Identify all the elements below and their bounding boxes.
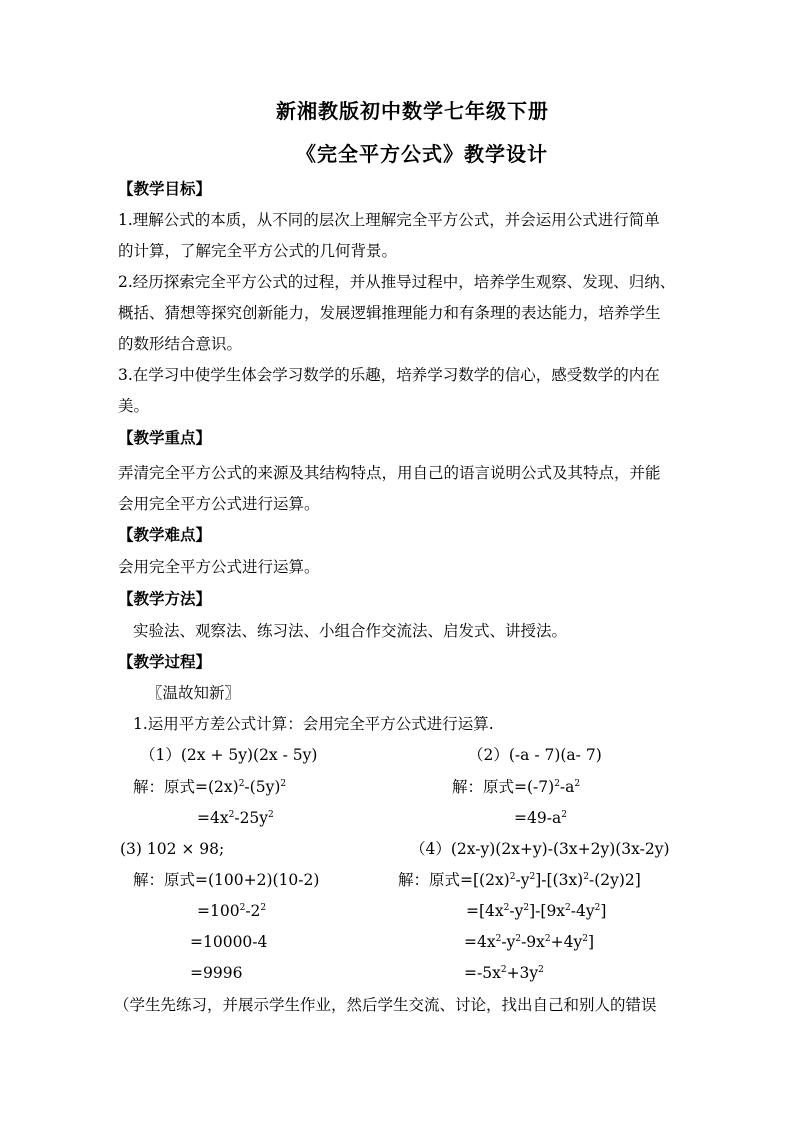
- problem-3-step-3: =10000-4: [190, 933, 268, 951]
- problem-2-step-1: 解：原式$=(-7)^2-a^2$: [452, 778, 581, 796]
- footer-note: （学生先练习，并展示学生作业，然后学生交流、讨论，找出自己和别人的错误: [114, 996, 657, 1014]
- goal-3-line2: 美。: [118, 397, 150, 415]
- key-line2: 会用完全平方公式进行运算。: [118, 495, 320, 513]
- problem-3-step-4: =9996: [190, 964, 243, 982]
- problem-1-step-1: 解：原式$=(2x)^2-(5y)^2$: [133, 778, 287, 796]
- goal-1-line1: 1.理解公式的本质，从不同的层次上理解完全平方公式，并会运用公式进行简单: [118, 211, 660, 229]
- method-heading: 【教学方法】: [118, 589, 212, 608]
- goals-heading: 【教学目标】: [118, 179, 212, 198]
- problem-4: （4）(2x-y)(2x+y)-(3x+2y)(3x-2y): [410, 840, 670, 858]
- problem-4-step-4: $=-5x^2+3y^2$: [464, 964, 544, 982]
- problem-3-step-2: $=100^2-2^2$: [197, 902, 267, 920]
- problem-3: (3) 102 × 98;: [120, 840, 225, 858]
- doc-title-line1: 新湘教版初中数学七年级下册: [276, 99, 549, 123]
- review-label: 〖温故知新〗: [147, 684, 241, 702]
- problem-4-step-2: $=[4x^2-y^2]-[9x^2-4y^2]$: [466, 902, 607, 920]
- problem-1-step-2: $=4x^2-25y^2$: [197, 809, 274, 827]
- goal-1-line2: 的计算，了解完全平方公式的几何背景。: [118, 242, 398, 260]
- problem-4-step-1: 解：原式$=[(2x)^2-y^2]-[(3x)^2-(2y)2]$: [398, 871, 641, 889]
- goal-2-line1: 2.经历探索完全平方公式的过程，并从推导过程中，培养学生观察、发现、归纳、: [118, 273, 676, 291]
- problem-1: （1）(2x + 5y)(2x - 5y): [140, 746, 318, 764]
- difficulty-heading: 【教学难点】: [118, 525, 212, 544]
- method-text: 实验法、观察法、练习法、小组合作交流法、启发式、讲授法。: [133, 622, 568, 640]
- process-heading: 【教学过程】: [118, 652, 212, 671]
- task-line: 1.运用平方差公式计算：会用完全平方公式进行运算.: [133, 715, 494, 733]
- problem-3-step-1: 解：原式=(100+2)(10-2): [133, 871, 320, 889]
- key-line1: 弄清完全平方公式的来源及其结构特点，用自己的语言说明公式及其特点，并能: [118, 464, 661, 482]
- goal-3-line1: 3.在学习中使学生体会学习数学的乐趣，培养学习数学的信心，感受数学的内在: [118, 366, 660, 384]
- key-heading: 【教学重点】: [118, 428, 212, 447]
- goal-2-line2: 概括、猜想等探究创新能力，发展逻辑推理能力和有条理的表达能力，培养学生: [118, 304, 661, 322]
- difficulty-text: 会用完全平方公式进行运算。: [118, 558, 320, 576]
- problem-4-step-3: $=4x^2-y^2-9x^2+4y^2$]: [464, 933, 595, 951]
- problem-2-step-2: $=49-a^2$: [514, 809, 567, 827]
- goal-2-line3: 的数形结合意识。: [118, 335, 243, 353]
- problem-2: （2）(-a - 7)(a- 7): [468, 746, 602, 764]
- doc-title-line2: 《完全平方公式》教学设计: [296, 142, 548, 166]
